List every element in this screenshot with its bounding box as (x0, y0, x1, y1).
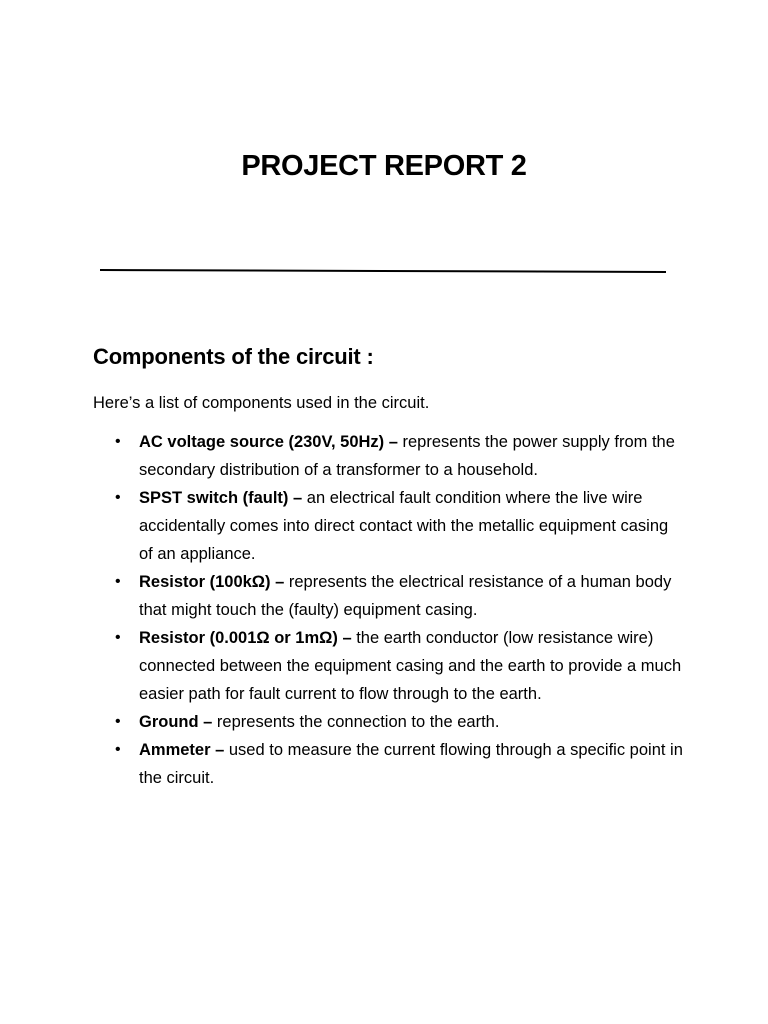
component-term: AC voltage source (230V, 50Hz) – (139, 433, 398, 451)
list-item (115, 736, 684, 792)
list-item (115, 624, 684, 708)
components-list (115, 428, 684, 792)
bullet-icon: • (115, 573, 121, 590)
component-description: represents the power supply from the secondary distribution of a transformer to a household. (139, 433, 675, 479)
bullet-icon: • (115, 629, 121, 646)
component-description: an electrical fault condition where the live wire accidentally comes into direct contact with the metallic equipment casing of an appliance. (139, 489, 669, 563)
intro-text: Here’s a list of components used in the circuit. (93, 394, 430, 412)
title-divider (100, 269, 666, 273)
list-item (115, 484, 684, 568)
component-description: represents the connection to the earth. (212, 713, 500, 731)
list-item (115, 428, 684, 484)
component-term: Ammeter – (139, 741, 225, 759)
bullet-icon: • (115, 713, 121, 730)
list-item (115, 568, 684, 624)
component-term: Resistor (0.001Ω or 1mΩ) – (139, 629, 352, 647)
component-term: SPST switch (fault) – (139, 489, 303, 507)
bullet-icon: • (115, 741, 121, 758)
page-title: PROJECT REPORT 2 (241, 150, 527, 182)
component-description: the earth conductor (low resistance wire) connected between the equipment casing and the earth to provide a much easier path for fault current to flow through to the earth. (139, 629, 682, 703)
component-description: used to measure the current flowing through a specific point in the circuit. (139, 741, 683, 787)
component-term: Resistor (100kΩ) – (139, 573, 285, 591)
bullet-icon: • (115, 489, 121, 506)
component-term: Ground – (139, 713, 213, 731)
bullet-icon: • (115, 433, 121, 450)
section-heading: Components of the circuit : (93, 344, 374, 369)
component-description: represents the electrical resistance of a human body that might touch the (faulty) equipment casing. (139, 573, 672, 619)
list-item (115, 708, 684, 736)
